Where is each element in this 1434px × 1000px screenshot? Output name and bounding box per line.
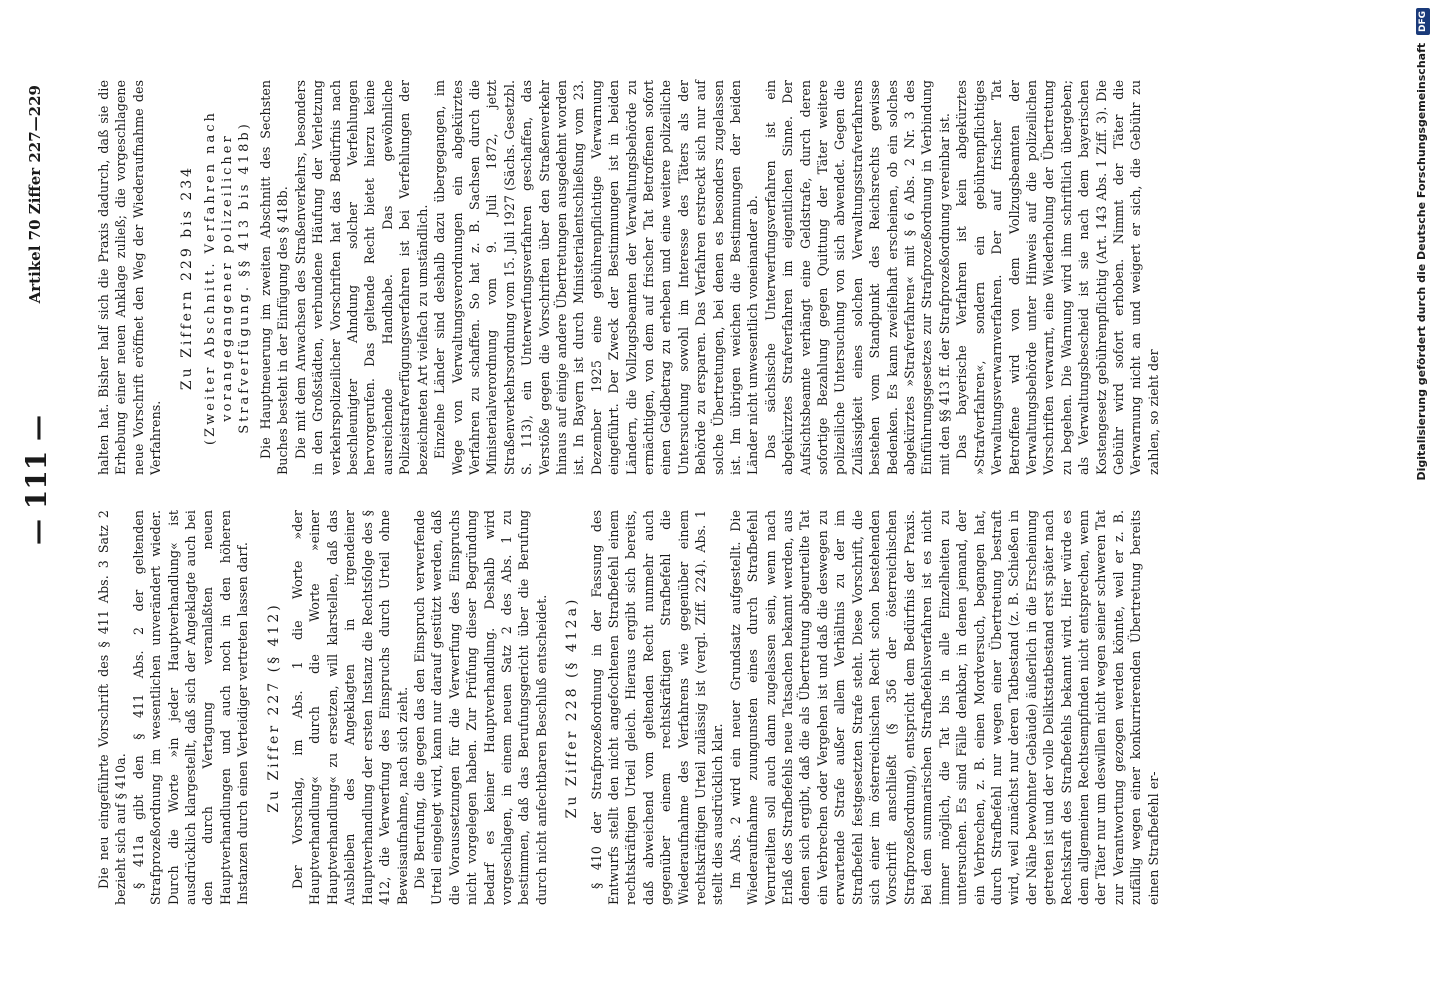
- paragraph: Das sächsische Unterwerfungsverfahren ist ein abgekürztes Strafverfahren im eigentlichen Sinne. Der Aufsichtsbeamte verhängt eine Geldstrafe, durch deren sofortige Bezahlung gegen Quittung der Täter weitere polizeiliche Untersuchung von sich abwendet. Gegen die Zulässigkeit eines solchen Verwaltungsstrafverfahrens bestehen vom Standpunkt des Reichsrechts gewisse Bedenken. Es kann zweifelhaft erscheinen, ob ein solches abgekürztes »Strafverfahren« mit § 6 Abs. 2 Nr. 3 des Einführungsgesetzes zur Strafprozeßordnung in Verbindung mit den §§ 413 ff. der Strafprozeßordnung vereinbar ist.: [762, 80, 952, 475]
- paragraph: halten hat. Bisher half sich die Praxis dadurch, daß sie die Erhebung einer neuen Anklage zuließ; die vorgeschlagene neue Vorschrift eröffnet den Weg der Wiederaufnahme des Verfahrens.: [96, 80, 164, 475]
- paragraph: § 410 der Strafprozeßordnung in der Fassung des Entwurfs stellt den nicht angefochtenen Strafbefehl einem rechtskräftigen Urteil gleich. Hieraus ergibt sich bereits, daß abweichend vom geltenden Recht nunmehr auch gegenüber einem rechtskräftigen Strafbefehl die Wiederaufnahme des Verfahrens wie gegenüber einem rechtskräftigen Urteil zulässig ist (vergl. Ziff. 224). Abs. 1 stellt dies ausdrücklich klar.: [588, 510, 726, 905]
- running-head: Artikel 70 Ziffer 227—229: [26, 85, 44, 304]
- page-number-dash-right: —: [23, 415, 53, 442]
- paragraph: Der Vorschlag, im Abs. 1 die Worte »der Hauptverhandlung« durch die Worte »einer Hauptverhandlung« zu ersetzen, will klarstellen, daß das Ausbleiben des Angeklagten in irgendeiner Hauptverhandlung der ersten Instanz die Rechtsfolge des § 412, die Verwerfung des Einspruchs durch Urteil ohne Beweisaufnahme, nach sich zieht.: [290, 510, 410, 905]
- credit-text: Digitalisierung gefördert durch die Deutsche Forschungsgemeinschaft: [1415, 42, 1428, 481]
- page-number-group: [20, 415, 53, 545]
- section-heading: Zu Ziffer 227 (§ 412): [265, 602, 282, 813]
- right-column: [95, 80, 1162, 475]
- left-column: [95, 510, 1162, 905]
- paragraph: Einzelne Länder sind deshalb dazu übergegangen, im Wege von Verwaltungsverordnungen ein abgekürztes Verfahren zu schaffen. So hat z. B. Sachsen durch die Ministerialverordnung vom 9. Juli 1872, jetzt Straßenverkehrsordnung vom 15. Juli 1927 (Sächs. Gesetzbl. S. 113), ein Unterwerfungsverfahren geschaffen, das Verstöße gegen die Vorschriften über den Straßenverkehr hinaus auf einige andere Übertretungen ausgedehnt worden ist. In Bayern ist durch Ministerialentschließung vom 23. Dezember 1925 eine gebührenpflichtige Verwarnung eingeführt. Der Zweck der Bestimmungen ist in beiden Ländern, die Vollzugsbeamten der Verwaltungsbehörde zu ermächtigen, von dem auf frischer Tat Betroffenen sofort einen Geldbetrag zu erheben und eine weitere polizeiliche Untersuchung sowohl im Interesse des Täters als der Behörde zu ersparen. Das Verfahren erstreckt sich nur auf solche Übertretungen, bei denen es besonders zugelassen ist. Im übrigen weichen die Bestimmungen der beiden Länder nicht unwesentlich voneinander ab.: [432, 80, 761, 475]
- page-header: [20, 85, 60, 905]
- credit-line: [1412, 8, 1432, 992]
- page-number-dash-left: —: [23, 519, 53, 545]
- paragraph: Die Hauptneuerung im zweiten Abschnitt des Sechsten Buches besteht in der Einfügung des § 418b.: [258, 80, 291, 475]
- page-number: 111: [20, 450, 53, 510]
- paragraph: Die mit dem Anwachsen des Straßenverkehrs, besonders in den Großstädten, verbundene Häufung der Verletzung verkehrspolizeilicher Vorschriften hat das Bedürfnis nach beschleunigter Ahndung solcher Verfehlungen hervorgerufen. Das geltende Recht bietet hierzu keine ausreichende Handhabe. Das gewöhnliche Polizeistrafverfügungsverfahren ist bei Verfehlungen der bezeichneten Art vielfach zu umständlich.: [292, 80, 430, 475]
- dfg-logo: DFG: [1416, 8, 1430, 35]
- paragraph: Im Abs. 2 wird ein neuer Grundsatz aufgestellt. Die Wiederaufnahme zuungunsten eines durch Strafbefehl Verurteilten soll auch dann zugelassen sein, wenn nach Erlaß des Strafbefehls neue Tatsachen bekannt werden, aus denen sich ergibt, daß die als Übertretung abgeurteilte Tat ein Verbrechen oder Vergehen ist und daß die deswegen zu erwartende Strafe außer allem Verhältnis zu der im Strafbefehl festgesetzten Strafe steht. Diese Vorschrift, die sich einer im österreichischen Recht schon bestehenden Vorschrift anschließt (§ 356 der österreichischen Strafprozeßordnung), entspricht dem Bedürfnis der Praxis. Bei dem summarischen Strafbefehlsverfahren ist es nicht immer möglich, die Tat bis in alle Einzelheiten zu untersuchen. Es sind Fälle denkbar, in denen jemand, der ein Verbrechen, z. B. einen Mordversuch, begangen hat, durch Strafbefehl nur wegen einer Übertretung bestraft wird, weil zunächst nur deren Tatbestand (z. B. Schießen in der Nähe bewohnter Gebäude) äußerlich in die Erscheinung getreten ist und der volle Deliktstatbestand erst später nach Rechtskraft des Strafbefehls bekannt wird. Hier würde es dem allgemeinen Rechtsempfinden nicht entsprechen, wenn der Täter nur um deswillen nicht wegen seiner schweren Tat zur Verantwortung gezogen werden könnte, weil er z. B. zufällig wegen einer konkurrierenden Übertretung bereits einen Strafbefehl er-: [727, 510, 1161, 905]
- section-subheading: (Zweiter Abschnitt. Verfahren nach vorangegangener polizeilicher Strafverfügung. §§ 413 bis 418b): [203, 110, 253, 445]
- paragraph: § 411a gibt den § 411 Abs. 2 der geltenden Strafprozeßordnung im wesentlichen unverändert wieder. Durch die Worte »in jeder Hauptverhandlung« ist ausdrücklich klargestellt, daß sich der Angeklagte auch bei den durch Vertagung veranlaßten neuen Hauptverhandlungen und auch noch in den höheren Instanzen durch einen Verteidiger vertreten lassen darf.: [130, 510, 251, 905]
- section-heading: Zu Ziffern 229 bis 234: [178, 164, 195, 391]
- digitization-credit: [1412, 8, 1432, 992]
- paragraph: Das bayerische Verfahren ist kein abgekürztes »Strafverfahren«, sondern ein gebührenpflichtiges Verwaltungsverwarnverfahren. Der auf frischer Tat Betroffene wird von dem Vollzugsbeamten der Verwaltungsbehörde unter Hinweis auf die polizeilichen Vorschriften verwarnt, eine Wiederholung der Übertretung zu begehen. Die Warnung wird ihm schriftlich übergeben; als Verwaltungsbescheid ist sie nach dem bayerischen Kostengesetz gebührenpflichtig (Art. 143 Abs. 1 Ziff. 3). Die Gebühr wird sofort erhoben. Nimmt der Täter die Verwarnung nicht an und weigert er sich, die Gebühr zu zahlen, so zieht der: [954, 80, 1161, 475]
- paragraph: Die Berufung, die gegen das den Einspruch verwerfende Urteil eingelegt wird, kann nur darauf gestützt werden, daß die Voraussetzungen für die Verwerfung des Einspruchs nicht vorgelegen haben. Zur Prüfung dieser Begründung bedarf es keiner Hauptverhandlung. Deshalb wird vorgeschlagen, in einem neuen Satz 2 des Abs. 1 zu bestimmen, daß das Berufungsgericht über die Berufung durch nicht anfechtbaren Beschluß entscheidet.: [411, 510, 549, 905]
- paragraph: Die neu eingeführte Vorschrift des § 411 Abs. 3 Satz 2 bezieht sich auf § 410a.: [96, 510, 129, 905]
- section-heading: Zu Ziffer 228 (§ 412a): [564, 596, 581, 819]
